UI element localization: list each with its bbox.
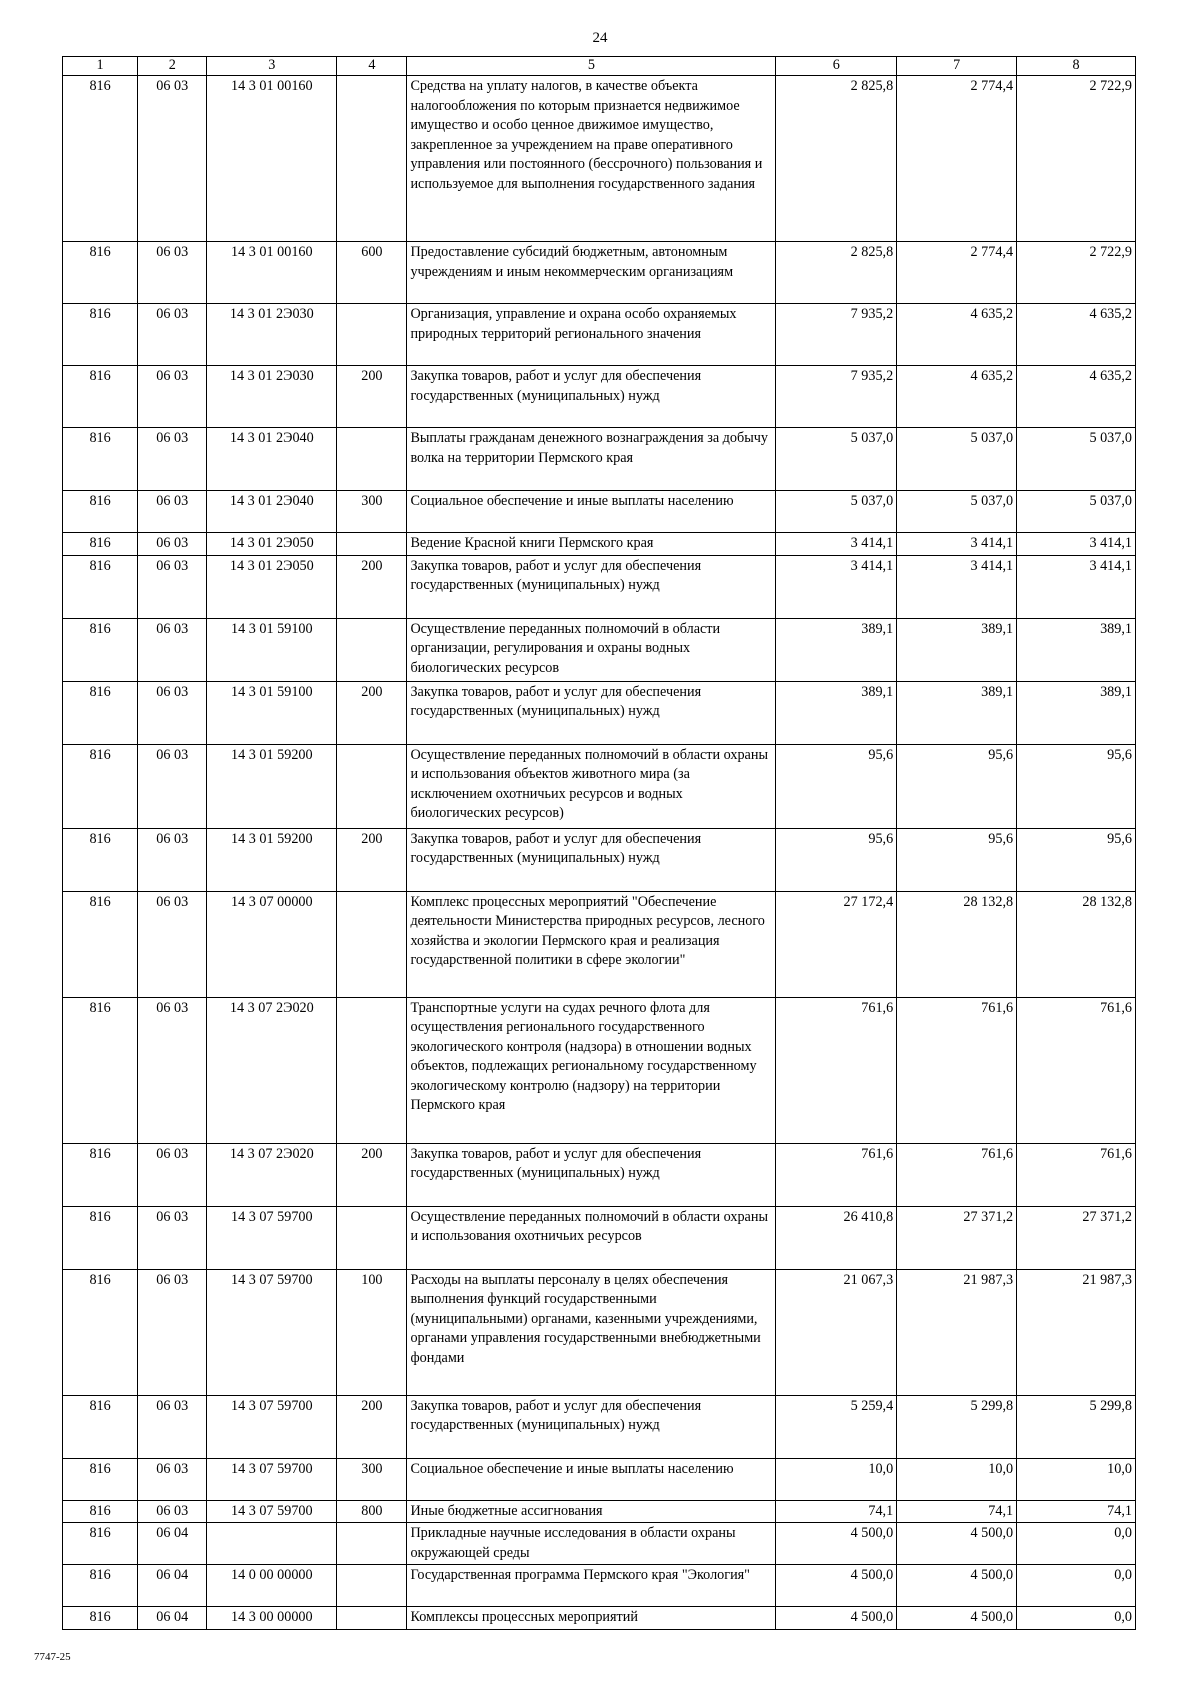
target-article-code: 14 3 07 59700 <box>207 1269 337 1395</box>
table-row <box>63 428 1136 491</box>
expense-type-code <box>337 304 407 366</box>
chapter-code: 816 <box>63 1565 138 1607</box>
section-code: 06 03 <box>138 744 207 828</box>
target-article-code: 14 3 01 2Э040 <box>207 491 337 533</box>
amount-col8: 4 635,2 <box>1017 304 1136 366</box>
target-article-code: 14 3 01 59200 <box>207 744 337 828</box>
section-code: 06 03 <box>138 304 207 366</box>
table-row <box>63 1206 1136 1269</box>
section-code: 06 04 <box>138 1565 207 1607</box>
section-code: 06 03 <box>138 366 207 428</box>
amount-col7: 4 635,2 <box>897 304 1017 366</box>
item-name: Осуществление переданных полномочий в области охраны и использования охотничьих ресурсов <box>407 1206 776 1269</box>
section-code: 06 03 <box>138 533 207 556</box>
section-code: 06 03 <box>138 891 207 997</box>
chapter-code: 816 <box>63 1607 138 1630</box>
table-row <box>63 891 1136 997</box>
target-article-code: 14 3 01 59100 <box>207 681 337 744</box>
section-code: 06 03 <box>138 555 207 618</box>
budget-table <box>62 56 1136 1630</box>
amount-col6: 389,1 <box>776 681 897 744</box>
item-name: Выплаты гражданам денежного вознаграждения за добычу волка на территории Пермского края <box>407 428 776 491</box>
amount-col8: 5 299,8 <box>1017 1395 1136 1458</box>
amount-col6: 761,6 <box>776 997 897 1143</box>
chapter-code: 816 <box>63 366 138 428</box>
target-article-code: 14 3 01 2Э050 <box>207 533 337 556</box>
chapter-code: 816 <box>63 491 138 533</box>
column-header-2: 2 <box>138 57 207 76</box>
amount-col7: 3 414,1 <box>897 533 1017 556</box>
item-name: Закупка товаров, работ и услуг для обеспечения государственных (муниципальных) нужд <box>407 1143 776 1206</box>
item-name: Социальное обеспечение и иные выплаты населению <box>407 491 776 533</box>
target-article-code: 14 3 01 59200 <box>207 828 337 891</box>
amount-col6: 7 935,2 <box>776 304 897 366</box>
table-row <box>63 744 1136 828</box>
amount-col7: 4 500,0 <box>897 1523 1017 1565</box>
expense-type-code <box>337 533 407 556</box>
target-article-code: 14 3 07 59700 <box>207 1500 337 1523</box>
amount-col8: 3 414,1 <box>1017 533 1136 556</box>
amount-col7: 2 774,4 <box>897 76 1017 242</box>
amount-col6: 7 935,2 <box>776 366 897 428</box>
amount-col8: 5 037,0 <box>1017 428 1136 491</box>
amount-col8: 389,1 <box>1017 681 1136 744</box>
section-code: 06 03 <box>138 1395 207 1458</box>
amount-col8: 0,0 <box>1017 1565 1136 1607</box>
amount-col8: 28 132,8 <box>1017 891 1136 997</box>
table-row <box>63 1523 1136 1565</box>
table-body <box>63 76 1136 1630</box>
column-header-7: 7 <box>897 57 1017 76</box>
section-code: 06 03 <box>138 828 207 891</box>
item-name: Закупка товаров, работ и услуг для обеспечения государственных (муниципальных) нужд <box>407 681 776 744</box>
chapter-code: 816 <box>63 428 138 491</box>
section-code: 06 03 <box>138 681 207 744</box>
amount-col8: 21 987,3 <box>1017 1269 1136 1395</box>
expense-type-code <box>337 428 407 491</box>
section-code: 06 03 <box>138 1269 207 1395</box>
chapter-code: 816 <box>63 1500 138 1523</box>
amount-col8: 761,6 <box>1017 1143 1136 1206</box>
expense-type-code <box>337 1206 407 1269</box>
column-header-8: 8 <box>1017 57 1136 76</box>
table-row <box>63 1565 1136 1607</box>
item-name: Предоставление субсидий бюджетным, автономным учреждениям и иным некоммерческим организациям <box>407 242 776 304</box>
table-row <box>63 1143 1136 1206</box>
amount-col8: 5 037,0 <box>1017 491 1136 533</box>
amount-col6: 21 067,3 <box>776 1269 897 1395</box>
target-article-code <box>207 1523 337 1565</box>
amount-col6: 4 500,0 <box>776 1523 897 1565</box>
target-article-code: 14 3 01 00160 <box>207 242 337 304</box>
amount-col6: 3 414,1 <box>776 533 897 556</box>
amount-col8: 2 722,9 <box>1017 76 1136 242</box>
target-article-code: 14 3 01 2Э030 <box>207 366 337 428</box>
target-article-code: 14 3 01 2Э030 <box>207 304 337 366</box>
item-name: Средства на уплату налогов, в качестве объекта налогообложения по которым признается недвижимое имущество и особо ценное движимое имущество, закрепленное за учреждением на праве оперативного управления или постоянного (бессрочного) пользования и используемое для выполнения государственного задания <box>407 76 776 242</box>
target-article-code: 14 3 07 2Э020 <box>207 1143 337 1206</box>
chapter-code: 816 <box>63 891 138 997</box>
section-code: 06 03 <box>138 1500 207 1523</box>
item-name: Закупка товаров, работ и услуг для обеспечения государственных (муниципальных) нужд <box>407 555 776 618</box>
item-name: Закупка товаров, работ и услуг для обеспечения государственных (муниципальных) нужд <box>407 366 776 428</box>
amount-col8: 0,0 <box>1017 1607 1136 1630</box>
amount-col7: 2 774,4 <box>897 242 1017 304</box>
table-row <box>63 1458 1136 1500</box>
chapter-code: 816 <box>63 1143 138 1206</box>
amount-col6: 3 414,1 <box>776 555 897 618</box>
amount-col8: 10,0 <box>1017 1458 1136 1500</box>
amount-col6: 4 500,0 <box>776 1565 897 1607</box>
section-code: 06 03 <box>138 491 207 533</box>
amount-col7: 5 037,0 <box>897 428 1017 491</box>
document-code: 7747-25 <box>34 1651 71 1663</box>
amount-col6: 27 172,4 <box>776 891 897 997</box>
expense-type-code: 200 <box>337 681 407 744</box>
amount-col7: 28 132,8 <box>897 891 1017 997</box>
table-row <box>63 1269 1136 1395</box>
amount-col7: 95,6 <box>897 744 1017 828</box>
item-name: Государственная программа Пермского края "Экология" <box>407 1565 776 1607</box>
item-name: Расходы на выплаты персоналу в целях обеспечения выполнения функций государственными (муниципальными) органами, казенными учреждениями, органами управления государственными внебюджетными фондами <box>407 1269 776 1395</box>
amount-col8: 0,0 <box>1017 1523 1136 1565</box>
table-row <box>63 366 1136 428</box>
amount-col7: 74,1 <box>897 1500 1017 1523</box>
amount-col7: 761,6 <box>897 1143 1017 1206</box>
amount-col6: 95,6 <box>776 828 897 891</box>
chapter-code: 816 <box>63 76 138 242</box>
amount-col6: 95,6 <box>776 744 897 828</box>
item-name: Закупка товаров, работ и услуг для обеспечения государственных (муниципальных) нужд <box>407 1395 776 1458</box>
section-code: 06 03 <box>138 1206 207 1269</box>
section-code: 06 03 <box>138 1458 207 1500</box>
table-row <box>63 533 1136 556</box>
item-name: Организация, управление и охрана особо охраняемых природных территорий регионального значения <box>407 304 776 366</box>
chapter-code: 816 <box>63 1395 138 1458</box>
header-row <box>63 57 1136 76</box>
amount-col6: 74,1 <box>776 1500 897 1523</box>
chapter-code: 816 <box>63 681 138 744</box>
section-code: 06 03 <box>138 618 207 681</box>
item-name: Иные бюджетные ассигнования <box>407 1500 776 1523</box>
section-code: 06 03 <box>138 76 207 242</box>
chapter-code: 816 <box>63 1269 138 1395</box>
amount-col7: 4 500,0 <box>897 1607 1017 1630</box>
column-header-1: 1 <box>63 57 138 76</box>
amount-col6: 761,6 <box>776 1143 897 1206</box>
item-name: Осуществление переданных полномочий в области организации, регулирования и охраны водных биологических ресурсов <box>407 618 776 681</box>
chapter-code: 816 <box>63 1458 138 1500</box>
expense-type-code <box>337 997 407 1143</box>
amount-col8: 389,1 <box>1017 618 1136 681</box>
amount-col6: 10,0 <box>776 1458 897 1500</box>
expense-type-code: 100 <box>337 1269 407 1395</box>
chapter-code: 816 <box>63 304 138 366</box>
target-article-code: 14 3 07 59700 <box>207 1395 337 1458</box>
target-article-code: 14 3 01 2Э040 <box>207 428 337 491</box>
amount-col7: 4 635,2 <box>897 366 1017 428</box>
target-article-code: 14 3 07 59700 <box>207 1458 337 1500</box>
page-number: 24 <box>592 30 608 46</box>
amount-col7: 5 299,8 <box>897 1395 1017 1458</box>
column-header-4: 4 <box>337 57 407 76</box>
amount-col6: 5 259,4 <box>776 1395 897 1458</box>
table-row <box>63 1607 1136 1630</box>
section-code: 06 03 <box>138 428 207 491</box>
amount-col8: 27 371,2 <box>1017 1206 1136 1269</box>
chapter-code: 816 <box>63 555 138 618</box>
amount-col7: 21 987,3 <box>897 1269 1017 1395</box>
target-article-code: 14 3 07 2Э020 <box>207 997 337 1143</box>
amount-col8: 3 414,1 <box>1017 555 1136 618</box>
amount-col6: 2 825,8 <box>776 242 897 304</box>
chapter-code: 816 <box>63 1523 138 1565</box>
expense-type-code: 200 <box>337 1143 407 1206</box>
amount-col7: 95,6 <box>897 828 1017 891</box>
item-name: Закупка товаров, работ и услуг для обеспечения государственных (муниципальных) нужд <box>407 828 776 891</box>
section-code: 06 03 <box>138 242 207 304</box>
target-article-code: 14 3 00 00000 <box>207 1607 337 1630</box>
amount-col8: 95,6 <box>1017 744 1136 828</box>
item-name: Транспортные услуги на судах речного флота для осуществления регионального государственного экологического контроля (надзора) в отношении водных объектов, подлежащих региональному государственному экологическому контролю (надзору) на территории Пермского края <box>407 997 776 1143</box>
chapter-code: 816 <box>63 1206 138 1269</box>
expense-type-code: 200 <box>337 366 407 428</box>
item-name: Осуществление переданных полномочий в области охраны и использования объектов животного мира (за исключением охотничьих ресурсов и водных биологических ресурсов) <box>407 744 776 828</box>
amount-col7: 27 371,2 <box>897 1206 1017 1269</box>
amount-col7: 5 037,0 <box>897 491 1017 533</box>
amount-col7: 4 500,0 <box>897 1565 1017 1607</box>
table-row <box>63 76 1136 242</box>
amount-col6: 4 500,0 <box>776 1607 897 1630</box>
table-row <box>63 997 1136 1143</box>
amount-col6: 389,1 <box>776 618 897 681</box>
column-header-3: 3 <box>207 57 337 76</box>
chapter-code: 816 <box>63 533 138 556</box>
expense-type-code: 300 <box>337 491 407 533</box>
chapter-code: 816 <box>63 744 138 828</box>
section-code: 06 04 <box>138 1523 207 1565</box>
expense-type-code <box>337 618 407 681</box>
amount-col8: 95,6 <box>1017 828 1136 891</box>
section-code: 06 03 <box>138 1143 207 1206</box>
item-name: Комплексы процессных мероприятий <box>407 1607 776 1630</box>
amount-col8: 74,1 <box>1017 1500 1136 1523</box>
column-header-5: 5 <box>407 57 776 76</box>
table-row <box>63 491 1136 533</box>
target-article-code: 14 0 00 00000 <box>207 1565 337 1607</box>
expense-type-code <box>337 891 407 997</box>
amount-col8: 4 635,2 <box>1017 366 1136 428</box>
amount-col7: 389,1 <box>897 618 1017 681</box>
chapter-code: 816 <box>63 242 138 304</box>
column-header-6: 6 <box>776 57 897 76</box>
amount-col7: 3 414,1 <box>897 555 1017 618</box>
chapter-code: 816 <box>63 828 138 891</box>
table-row <box>63 555 1136 618</box>
item-name: Ведение Красной книги Пермского края <box>407 533 776 556</box>
table-row <box>63 1395 1136 1458</box>
target-article-code: 14 3 01 59100 <box>207 618 337 681</box>
expense-type-code <box>337 1565 407 1607</box>
expense-type-code: 300 <box>337 1458 407 1500</box>
target-article-code: 14 3 07 59700 <box>207 1206 337 1269</box>
table-row <box>63 828 1136 891</box>
table-row <box>63 304 1136 366</box>
item-name: Социальное обеспечение и иные выплаты населению <box>407 1458 776 1500</box>
expense-type-code: 200 <box>337 1395 407 1458</box>
expense-type-code: 800 <box>337 1500 407 1523</box>
target-article-code: 14 3 01 00160 <box>207 76 337 242</box>
target-article-code: 14 3 07 00000 <box>207 891 337 997</box>
amount-col8: 761,6 <box>1017 997 1136 1143</box>
amount-col7: 389,1 <box>897 681 1017 744</box>
expense-type-code: 200 <box>337 555 407 618</box>
chapter-code: 816 <box>63 618 138 681</box>
amount-col6: 2 825,8 <box>776 76 897 242</box>
section-code: 06 03 <box>138 997 207 1143</box>
chapter-code: 816 <box>63 997 138 1143</box>
expense-type-code: 600 <box>337 242 407 304</box>
table-row <box>63 681 1136 744</box>
table-row <box>63 618 1136 681</box>
amount-col7: 761,6 <box>897 997 1017 1143</box>
amount-col6: 5 037,0 <box>776 428 897 491</box>
target-article-code: 14 3 01 2Э050 <box>207 555 337 618</box>
table-row <box>63 1500 1136 1523</box>
amount-col7: 10,0 <box>897 1458 1017 1500</box>
expense-type-code <box>337 76 407 242</box>
amount-col6: 5 037,0 <box>776 491 897 533</box>
amount-col8: 2 722,9 <box>1017 242 1136 304</box>
item-name: Комплекс процессных мероприятий "Обеспечение деятельности Министерства природных ресурсов, лесного хозяйства и экологии Пермского края и реализация государственной политики в сфере экологии" <box>407 891 776 997</box>
item-name: Прикладные научные исследования в области охраны окружающей среды <box>407 1523 776 1565</box>
expense-type-code: 200 <box>337 828 407 891</box>
expense-type-code <box>337 744 407 828</box>
section-code: 06 04 <box>138 1607 207 1630</box>
expense-type-code <box>337 1523 407 1565</box>
expense-type-code <box>337 1607 407 1630</box>
table-row <box>63 242 1136 304</box>
amount-col6: 26 410,8 <box>776 1206 897 1269</box>
